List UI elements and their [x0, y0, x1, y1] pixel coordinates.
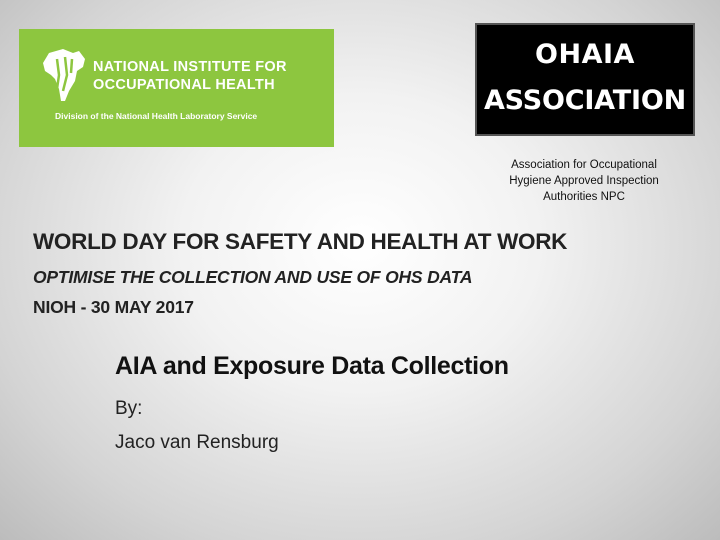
ohaia-logo-line1: OHAIA: [535, 39, 635, 70]
nioh-division-text: Division of the National Health Laboratory Service: [55, 111, 258, 121]
nioh-name-line1: NATIONAL INSTITUTE FOR: [93, 59, 287, 75]
ohaia-logo-line2: ASSOCIATION: [483, 85, 686, 116]
presentation-subtitle: AIA and Exposure Data Collection: [115, 352, 509, 380]
nioh-name-line2: OCCUPATIONAL HEALTH: [93, 77, 275, 93]
ohaia-caption-line1: Association for Occupational: [511, 159, 657, 171]
author-name: Jaco van Rensburg: [115, 432, 279, 453]
slide-theme: OPTIMISE THE COLLECTION AND USE OF OHS DATA: [33, 267, 473, 287]
ohaia-caption-line3: Authorities NPC: [543, 191, 625, 203]
by-label: By:: [115, 398, 143, 419]
slide-title: WORLD DAY FOR SAFETY AND HEALTH AT WORK: [33, 229, 568, 254]
slide-event-date: NIOH - 30 MAY 2017: [33, 297, 194, 317]
africa-map-icon: [39, 45, 89, 105]
nioh-logo: [19, 29, 334, 147]
ohaia-logo: [475, 23, 695, 136]
ohaia-caption: [478, 157, 690, 205]
ohaia-caption-line2: Hygiene Approved Inspection: [509, 175, 659, 187]
